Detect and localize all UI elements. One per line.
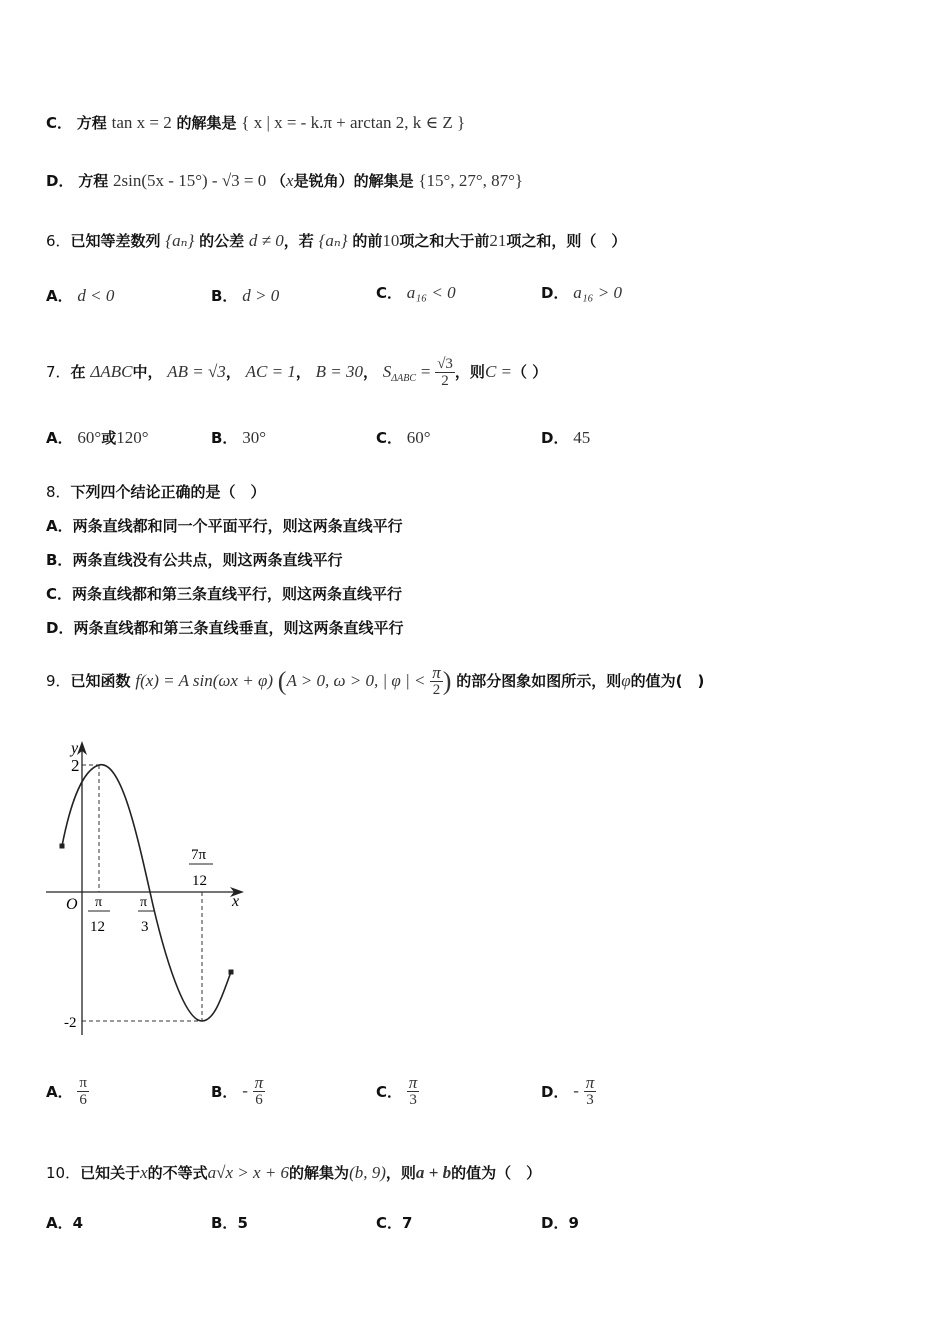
q7-option-d[interactable]: D． 45 <box>541 428 591 447</box>
q6-option-c[interactable]: C． a₁₆ < 0 <box>376 283 456 302</box>
q10-stem: 10．已知关于x的不等式a√x > x + 6的解集为(b, 9)，则a + b的值为（ ） <box>46 1163 542 1182</box>
q9-option-a[interactable]: A． $\frac{\pi}{6}$ <box>46 1075 87 1108</box>
fraction: $\frac{\pi}{6}$ <box>254 1073 264 1108</box>
question-number: 7． <box>46 363 71 381</box>
tick2-num: π <box>140 895 148 910</box>
q9-graph <box>40 735 260 1045</box>
option-label: C． <box>46 114 73 132</box>
tick1-den: 12 <box>90 919 105 935</box>
q5-option-c: C． 方程 tan x = 2 的解集是 { x | x = - k.π + arctan 2, k ∈ Z } <box>46 113 466 132</box>
y-min-label: -2 <box>64 1015 77 1031</box>
option-label: D． <box>46 172 74 190</box>
q8-option-c[interactable]: C．两条直线都和第三条直线平行，则这两条直线平行 <box>46 585 403 603</box>
tick2-den: 3 <box>141 919 149 935</box>
q6-option-a[interactable]: A． d < 0 <box>46 286 115 305</box>
question-number: 9． <box>46 672 71 690</box>
fraction: $\frac{√3}{2}$ <box>437 356 453 389</box>
question-number: 6． <box>46 232 71 250</box>
q9-option-c[interactable]: C． $\frac{\pi}{3}$ <box>376 1073 418 1108</box>
origin-label: O <box>66 896 78 913</box>
question-number: 8． <box>46 483 71 501</box>
q6-option-b[interactable]: B． d > 0 <box>211 286 280 305</box>
tick1-num: π <box>95 895 103 910</box>
sine-curve <box>62 765 231 1021</box>
question-number: 10． <box>46 1164 81 1182</box>
q9-option-b[interactable]: B． - $\frac{\pi}{6}$ <box>211 1073 264 1108</box>
math: tan x = 2 <box>111 113 172 132</box>
q8-stem: 8．下列四个结论正确的是（ ） <box>46 483 266 501</box>
q10-option-b[interactable]: B．5 <box>211 1214 248 1232</box>
q8-option-b[interactable]: B．两条直线没有公共点，则这两条直线平行 <box>46 551 343 569</box>
fraction: $\frac{\pi}{3}$ <box>585 1073 595 1108</box>
q9-option-d[interactable]: D． - $\frac{\pi}{3}$ <box>541 1073 595 1108</box>
q6-stem: 6．已知等差数列 {aₙ} 的公差 d ≠ 0，若 {aₙ} 的前10项之和大于前21项之和，则（ ） <box>46 231 627 250</box>
y-axis-label: y <box>71 740 79 757</box>
q6-option-d[interactable]: D． a₁₆ > 0 <box>541 283 623 302</box>
fraction: $\frac{\pi}{3}$ <box>408 1073 418 1108</box>
fraction: $\frac{\pi}{6}$ <box>79 1075 87 1108</box>
tick3-num: 7π <box>191 847 207 863</box>
q10-option-d[interactable]: D．9 <box>541 1214 579 1232</box>
q7-option-a[interactable]: A． 60°或120° <box>46 428 149 447</box>
q5-option-d: D． 方程 2sin(5x - 15°) - √3 = 0 （x是锐角）的解集是 {15°, 27°, 87°} <box>46 171 524 190</box>
x-axis-label: x <box>232 893 240 910</box>
curve-endpoint-left <box>60 844 65 849</box>
tick3-den: 12 <box>192 873 207 889</box>
q10-option-a[interactable]: A．4 <box>46 1214 84 1232</box>
q7-stem: 7．在 ΔABC中， AB = √3， AC = 1， B = 30， $S_{\Delta ABC}$ = $\frac{√3}{2}$ ，则C =（ ） <box>46 356 548 389</box>
q7-option-c[interactable]: C． 60° <box>376 428 431 447</box>
y-max-label: 2 <box>71 756 80 775</box>
q8-option-d[interactable]: D．两条直线都和第三条直线垂直，则这两条直线平行 <box>46 619 404 637</box>
fraction: $\frac{\pi}{2}$ <box>432 663 441 698</box>
q10-option-c[interactable]: C．7 <box>376 1214 413 1232</box>
q8-option-a[interactable]: A．两条直线都和同一个平面平行，则这两条直线平行 <box>46 517 403 535</box>
math: { x | x = - k.π + arctan 2, k ∈ Z } <box>241 113 466 132</box>
q7-option-b[interactable]: B． 30° <box>211 428 267 447</box>
q9-stem: 9．已知函数 f(x) = A sin(ωx + φ) (A > 0, ω > 0, | φ | < $\frac{\pi}{2}$ ) 的部分图象如图所示，则φ的值为( ) <box>46 663 705 698</box>
math: 2sin(5x - 15°) - √3 = 0 <box>113 171 267 190</box>
curve-endpoint-right <box>229 970 234 975</box>
math: {15°, 27°, 87°} <box>418 171 524 190</box>
